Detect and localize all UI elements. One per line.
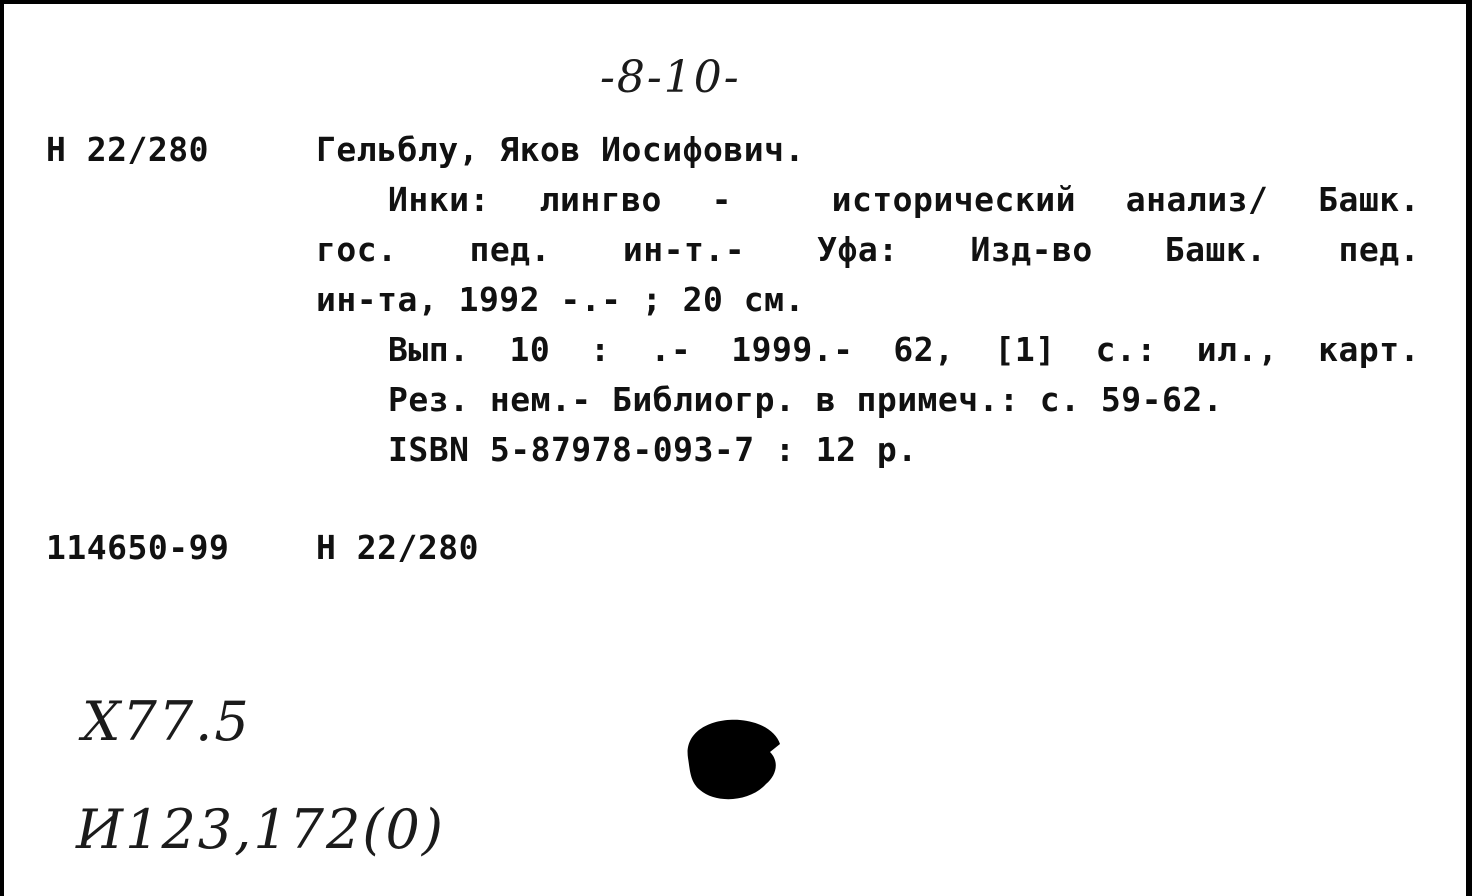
- shelfmark-bottom: Н 22/280: [316, 528, 479, 567]
- shelfmark: Н 22/280: [46, 130, 209, 169]
- card-left-edge: [0, 0, 4, 896]
- author-heading: Гельблу, Яков Иосифович.: [316, 130, 805, 169]
- handwritten-classification-2: И123,172(0): [76, 798, 445, 861]
- handwritten-classification-1: X77.5: [82, 690, 251, 753]
- volume-line-2: Рез. нем.- Библиогр. в примеч.: с. 59-62.: [388, 380, 1224, 419]
- punch-hole-icon: [670, 710, 790, 810]
- card-right-edge: [1466, 0, 1472, 896]
- title-line-2: гос. пед. ин-т.- Уфа: Изд-во Башк. пед.: [316, 230, 1420, 269]
- handwritten-card-number: -8-10-: [600, 52, 741, 103]
- volume-line-1: Вып. 10 : .- 1999.- 62, [1] с.: ил., карт.: [388, 330, 1420, 369]
- title-line-1: Инки: лингво - исторический анализ/ Башк.: [388, 180, 1420, 219]
- card-top-edge: [0, 0, 1472, 4]
- isbn-line: ISBN 5-87978-093-7 : 12 р.: [388, 430, 918, 469]
- inventory-number: 114650-99: [46, 528, 230, 567]
- title-line-3: ин-та, 1992 -.- ; 20 см.: [316, 280, 805, 319]
